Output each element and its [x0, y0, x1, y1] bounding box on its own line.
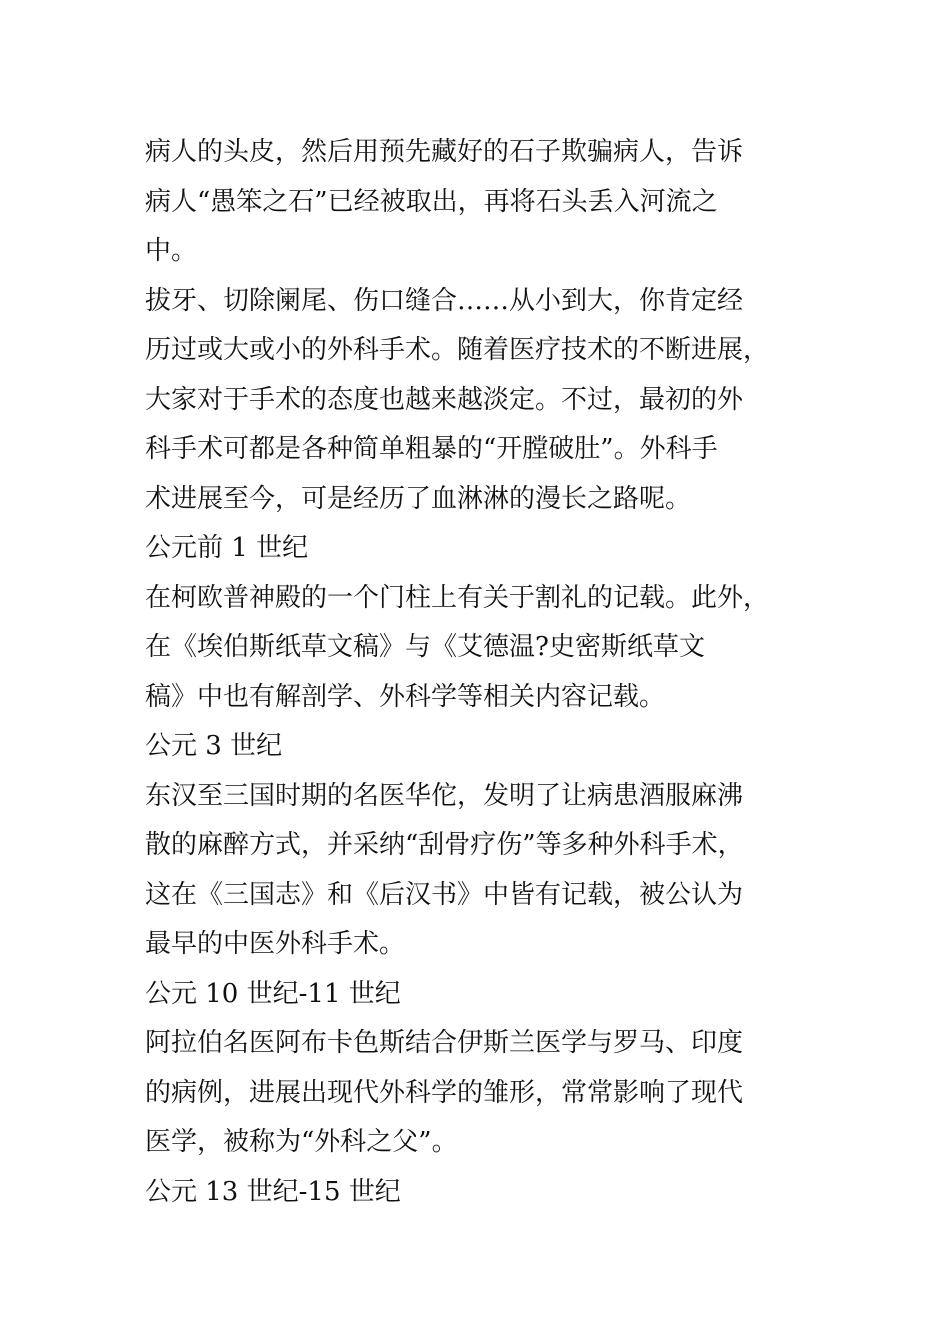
body-text-line: 拔牙、切除阑尾、伤口缝合……从小到大，你肯定经 [145, 285, 744, 316]
section-heading: 公元 13 世纪-15 世纪 [145, 1176, 401, 1207]
document-page [145, 128, 813, 1217]
section-heading: 公元 10 世纪-11 世纪 [145, 978, 401, 1009]
body-text-line: 病人“愚笨之石”已经被取出，再将石头丢入河流之 [145, 186, 718, 217]
body-text-line: 中。 [145, 236, 198, 266]
section-heading: 公元前 1 世纪 [145, 533, 309, 563]
body-text-line: 病人的头皮，然后用预先藏好的石子欺骗病人，告诉 [145, 137, 744, 167]
body-text-line: 术进展至今，可是经历了血淋淋的漫长之路呢。 [145, 483, 692, 514]
body-text-line: 散的麻醉方式，并采纳“刮骨疗伤”等多种外科手术， [145, 830, 744, 860]
body-text-line: 医学，被称为“外科之父”。 [145, 1127, 458, 1157]
section-heading: 公元 3 世纪 [145, 731, 283, 761]
body-text-line: 阿拉伯名医阿布卡色斯结合伊斯兰医学与罗马、印度 [145, 1028, 744, 1058]
body-text-line: 这在《三国志》和《后汉书》中皆有记载，被公认为 [145, 879, 744, 910]
body-text-line: 科手术可都是各种简单粗暴的“开膛破肚”。外科手 [145, 434, 718, 464]
body-text-line: 在《埃伯斯纸草文稿》与《艾德温?史密斯纸草文 [145, 632, 705, 662]
body-text-line: 最早的中医外科手术。 [145, 929, 406, 959]
body-text-line: 在柯欧普神殿的一个门柱上有关于割礼的记载。此外， [145, 582, 770, 613]
body-text-line: 历过或大或小的外科手术。随着医疗技术的不断进展， [145, 335, 770, 365]
body-text-line: 的病例，进展出现代外科学的雏形，常常影响了现代 [145, 1077, 744, 1108]
body-text-line: 稿》中也有解剖学、外科学等相关内容记载。 [145, 681, 666, 712]
body-text-line: 东汉至三国时期的名医华佗，发明了让病患酒服麻沸 [145, 780, 744, 811]
body-text-line: 大家对于手术的态度也越来越淡定。不过，最初的外 [145, 384, 744, 415]
